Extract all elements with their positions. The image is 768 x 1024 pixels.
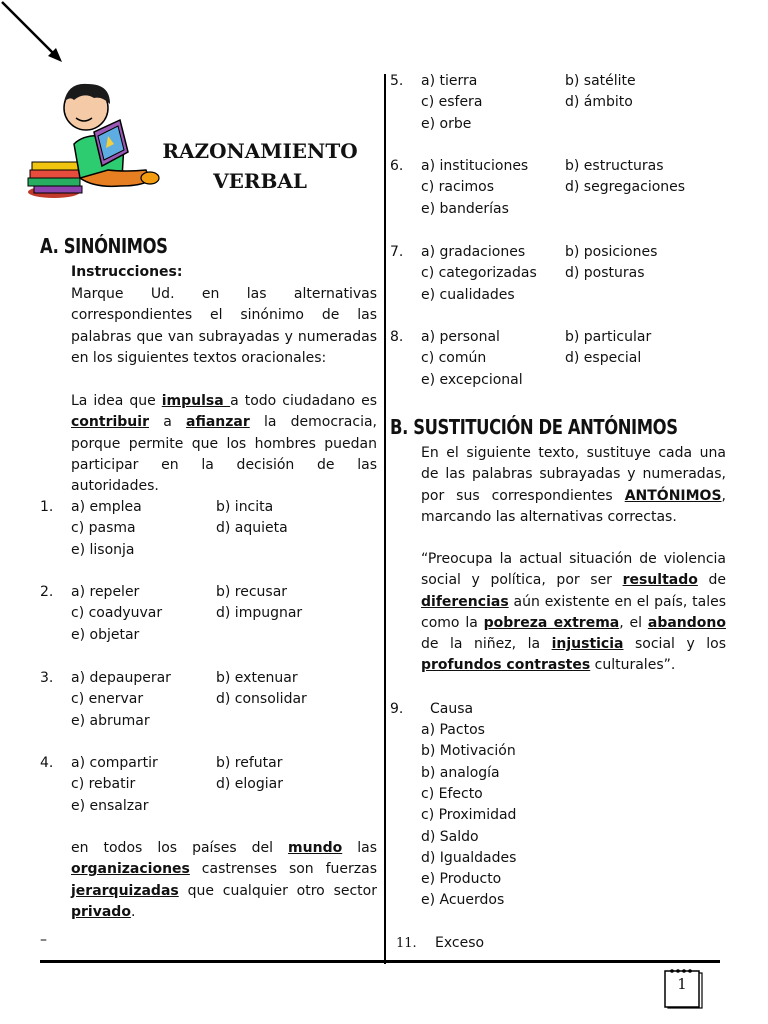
instructions-text: En el siguiente texto, sustituye cada una de las palabras subrayadas y numeradas, por sus correspondientes bbox=[421, 445, 726, 504]
option-a[interactable]: a) compartir bbox=[71, 755, 158, 771]
passage-text: castrenses son fuerzas bbox=[189, 861, 377, 878]
option-b[interactable]: b) refutar bbox=[216, 755, 283, 771]
option-c[interactable]: c) pasma bbox=[71, 520, 136, 537]
option-e[interactable]: e) objetar bbox=[71, 626, 140, 643]
question-9-option[interactable]: a) Pactos bbox=[421, 722, 485, 738]
passage-text: en todos los países del bbox=[71, 840, 289, 856]
option-e[interactable]: e) cualidades bbox=[421, 286, 515, 303]
question-9-option[interactable]: e) Producto bbox=[421, 871, 502, 888]
question-9-option[interactable]: b) analogía bbox=[421, 764, 500, 781]
option-d[interactable]: d) posturas bbox=[565, 265, 645, 282]
keyword-6: organizaciones bbox=[71, 861, 190, 878]
section-b-instructions bbox=[421, 443, 726, 528]
question-11-word: Exceso bbox=[435, 935, 485, 951]
question-number: 8. bbox=[390, 329, 404, 345]
dash-mark: – bbox=[40, 932, 47, 948]
passage-text: las bbox=[342, 840, 377, 856]
passage-text: de la niñez, la bbox=[421, 636, 552, 653]
column-divider bbox=[384, 74, 386, 964]
bottom-rule bbox=[40, 960, 720, 963]
passage-text: que cualquier otro sector bbox=[178, 882, 377, 899]
question-number: 2. bbox=[40, 584, 54, 600]
reading-child-clipart bbox=[24, 74, 160, 204]
question-9-option[interactable]: b) Motivación bbox=[421, 743, 516, 760]
question-number: 6. bbox=[390, 158, 404, 174]
question-9-option[interactable]: d) Saldo bbox=[421, 828, 479, 845]
option-e[interactable]: e) abrumar bbox=[71, 712, 150, 729]
question-5 bbox=[390, 71, 740, 137]
option-c[interactable]: c) esfera bbox=[421, 94, 483, 111]
keyword-1: impulsa bbox=[161, 393, 231, 409]
question-1 bbox=[40, 497, 380, 563]
option-c[interactable]: c) común bbox=[421, 350, 487, 367]
question-8 bbox=[390, 327, 740, 393]
title-line-2: VERBAL bbox=[213, 169, 307, 193]
page-number: 1 bbox=[677, 975, 687, 993]
option-d[interactable]: d) especial bbox=[565, 350, 642, 367]
antonyms-keyword: ANTÓNIMOS bbox=[624, 487, 722, 504]
section-b-heading: B. SUSTITUCIÓN DE ANTÓNIMOS bbox=[390, 415, 678, 439]
instructions-text: Marque Ud. en las alternativas correspondientes el sinónimo de las palabras que van subrayadas y numeradas en los siguientes textos oracionales: bbox=[71, 286, 377, 366]
section-b-passage bbox=[421, 549, 726, 677]
passage-1 bbox=[71, 391, 377, 497]
option-a[interactable]: a) depauperar bbox=[71, 670, 171, 686]
option-b[interactable]: b) extenuar bbox=[216, 670, 298, 686]
question-2 bbox=[40, 582, 380, 648]
passage-text: culturales”. bbox=[590, 657, 676, 674]
question-number: 1. bbox=[40, 499, 54, 515]
passage-text: social y los bbox=[623, 636, 726, 653]
option-b[interactable]: b) incita bbox=[216, 499, 274, 515]
passage-text: aún existente en el país, tales como la bbox=[421, 593, 726, 631]
keyword-8: privado bbox=[71, 903, 131, 920]
question-number: 7. bbox=[390, 244, 404, 260]
keyword-11: pobreza extrema bbox=[483, 614, 620, 631]
option-d[interactable]: d) elogiar bbox=[216, 776, 283, 793]
question-number: 3. bbox=[40, 670, 54, 686]
option-d[interactable]: d) segregaciones bbox=[565, 179, 686, 196]
keyword-14: profundos contrastes bbox=[421, 657, 591, 674]
question-number: 5. bbox=[390, 73, 404, 89]
question-6 bbox=[390, 156, 740, 222]
keyword-5: mundo bbox=[288, 840, 343, 856]
passage-text: La idea que bbox=[71, 393, 162, 409]
arrow-icon bbox=[0, 0, 70, 70]
option-c[interactable]: c) racimos bbox=[421, 179, 495, 196]
question-9-word: Causa bbox=[430, 701, 474, 717]
keyword-3: afianzar bbox=[186, 414, 250, 431]
instructions-label: Instrucciones: bbox=[71, 264, 183, 280]
question-number: 4. bbox=[40, 755, 54, 771]
option-b[interactable]: b) satélite bbox=[565, 73, 636, 89]
option-e[interactable]: e) lisonja bbox=[71, 541, 135, 558]
question-3 bbox=[40, 668, 380, 734]
question-9-number: 9. bbox=[390, 701, 404, 717]
option-e[interactable]: e) orbe bbox=[421, 115, 472, 132]
option-e[interactable]: e) excepcional bbox=[421, 371, 523, 388]
instructions-text: , marcando las alternativas correctas. bbox=[421, 487, 726, 525]
keyword-12: abandono bbox=[647, 614, 726, 631]
passage-text: de bbox=[697, 572, 726, 589]
question-9-option[interactable]: e) Acuerdos bbox=[421, 892, 505, 909]
keyword-13: injusticia bbox=[551, 636, 624, 653]
option-c[interactable]: c) coadyuvar bbox=[71, 605, 163, 622]
option-a[interactable]: a) tierra bbox=[421, 73, 478, 89]
question-9-option[interactable]: c) Proximidad bbox=[421, 807, 517, 824]
passage-text: a bbox=[148, 414, 186, 431]
question-7 bbox=[390, 242, 740, 308]
keyword-9: resultado bbox=[622, 572, 698, 589]
option-b[interactable]: b) recusar bbox=[216, 584, 288, 600]
passage-2 bbox=[71, 838, 377, 923]
option-c[interactable]: c) enervar bbox=[71, 691, 144, 708]
option-a[interactable]: a) emplea bbox=[71, 499, 142, 515]
document-title bbox=[160, 136, 360, 196]
keyword-10: diferencias bbox=[421, 593, 509, 610]
option-d[interactable]: d) aquieta bbox=[216, 520, 288, 537]
option-d[interactable]: d) ámbito bbox=[565, 94, 633, 111]
option-d[interactable]: d) consolidar bbox=[216, 691, 307, 708]
question-4 bbox=[40, 753, 380, 819]
option-d[interactable]: d) impugnar bbox=[216, 605, 303, 622]
title-line-1: RAZONAMIENTO bbox=[162, 139, 358, 163]
question-11-number: 11. bbox=[396, 936, 417, 951]
passage-text: “Preocupa la actual situación de violencia social y política, por ser bbox=[421, 551, 726, 589]
option-b[interactable]: b) particular bbox=[565, 329, 652, 345]
option-a[interactable]: a) gradaciones bbox=[421, 244, 526, 260]
keyword-7: jerarquizadas bbox=[71, 882, 179, 899]
passage-text: a todo ciudadano es bbox=[230, 393, 377, 409]
option-c[interactable]: c) rebatir bbox=[71, 776, 136, 793]
option-b[interactable]: b) estructuras bbox=[565, 158, 664, 174]
option-c[interactable]: c) categorizadas bbox=[421, 265, 537, 282]
option-a[interactable]: a) instituciones bbox=[421, 158, 529, 174]
question-9-option[interactable]: d) Igualdades bbox=[421, 849, 517, 866]
option-a[interactable]: a) personal bbox=[421, 329, 500, 345]
keyword-2: contribuir bbox=[71, 414, 149, 431]
passage-text: , el bbox=[619, 614, 648, 631]
question-9-option[interactable]: c) Efecto bbox=[421, 785, 483, 802]
option-a[interactable]: a) repeler bbox=[71, 584, 140, 600]
option-b[interactable]: b) posiciones bbox=[565, 244, 658, 260]
section-a-heading: A. SINÓNIMOS bbox=[40, 234, 168, 258]
option-e[interactable]: e) banderías bbox=[421, 200, 509, 217]
option-e[interactable]: e) ensalzar bbox=[71, 797, 149, 814]
passage-text: . bbox=[130, 903, 136, 920]
passage-text: la democracia, porque permite que los hombres puedan participar en la decisión de las autoridades. bbox=[71, 414, 377, 495]
